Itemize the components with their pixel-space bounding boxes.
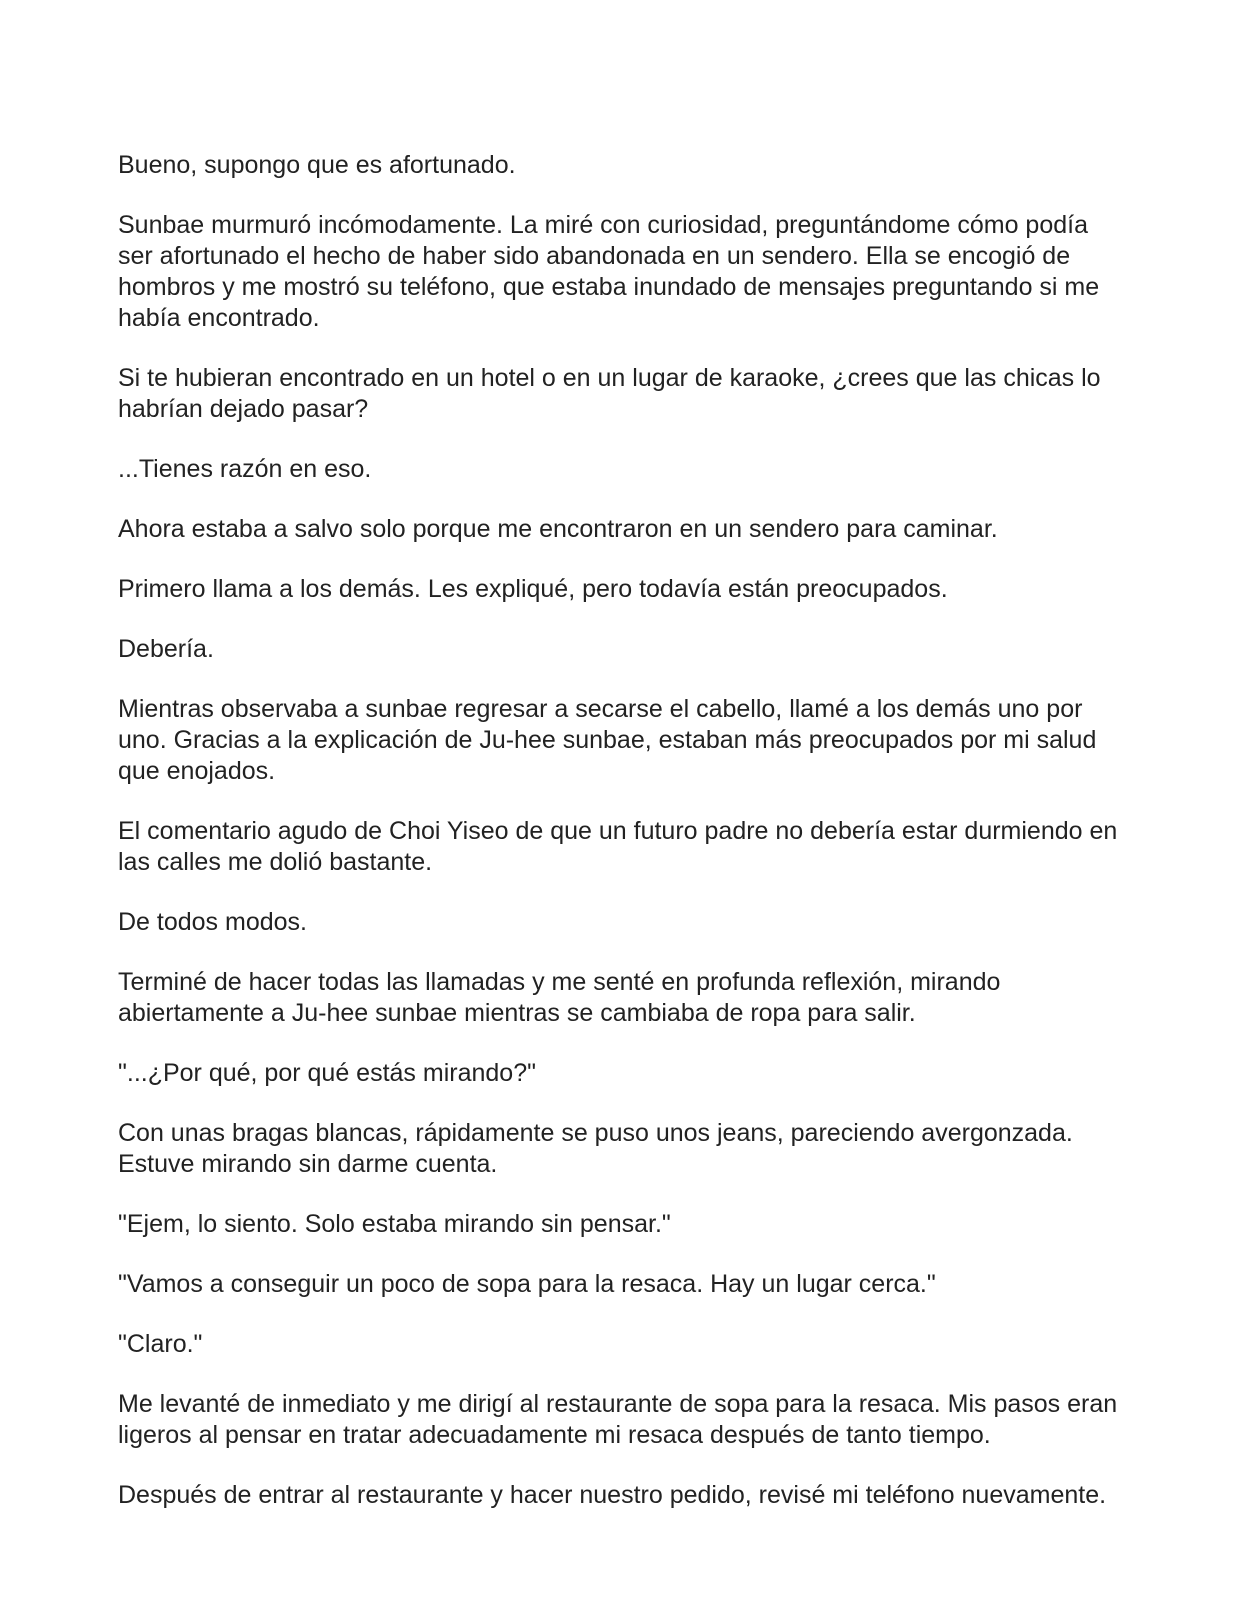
document-body xyxy=(118,150,1128,1540)
paragraph-14: "Ejem, lo siento. Solo estaba mirando sin pensar." xyxy=(118,1210,671,1238)
paragraph-10: De todos modos. xyxy=(118,908,307,936)
paragraph-18: Después de entrar al restaurante y hacer nuestro pedido, revisé mi teléfono nuevamente. xyxy=(118,1481,1107,1509)
paragraph-8: Mientras observaba a sunbae regresar a secarse el cabello, llamé a los demás uno por uno. Gracias a la explicación de Ju-hee sunbae, estaban más preocupados por mi salud que enojados. xyxy=(118,695,1097,785)
paragraph-16: "Claro." xyxy=(118,1330,203,1358)
paragraph-7: Debería. xyxy=(118,635,214,663)
paragraph-4: ...Tienes razón en eso. xyxy=(118,455,372,483)
paragraph-17: Me levanté de inmediato y me dirigí al restaurante de sopa para la resaca. Mis pasos eran ligeros al pensar en tratar adecuadamente mi resaca después de tanto tiempo. xyxy=(118,1390,1118,1449)
paragraph-1: Bueno, supongo que es afortunado. xyxy=(118,151,516,179)
paragraph-11: Terminé de hacer todas las llamadas y me senté en profunda reflexión, mirando abiertamente a Ju-hee sunbae mientras se cambiaba de ropa para salir. xyxy=(118,968,1001,1027)
paragraph-6: Primero llama a los demás. Les expliqué, pero todavía están preocupados. xyxy=(118,575,948,603)
paragraph-13: Con unas bragas blancas, rápidamente se puso unos jeans, pareciendo avergonzada. Estuve mirando sin darme cuenta. xyxy=(118,1119,1073,1178)
paragraph-5: Ahora estaba a salvo solo porque me encontraron en un sendero para caminar. xyxy=(118,515,998,543)
paragraph-9: El comentario agudo de Choi Yiseo de que un futuro padre no debería estar durmiendo en las calles me dolió bastante. xyxy=(118,817,1118,876)
paragraph-15: "Vamos a conseguir un poco de sopa para la resaca. Hay un lugar cerca." xyxy=(118,1270,936,1298)
paragraph-2: Sunbae murmuró incómodamente. La miré con curiosidad, preguntándome cómo podía ser afortunado el hecho de haber sido abandonada en un sendero. Ella se encogió de hombros y me mostró su teléfono, que estaba inundado de mensajes preguntando si me había encontrado. xyxy=(118,211,1100,332)
paragraph-12: "...¿Por qué, por qué estás mirando?" xyxy=(118,1059,536,1087)
paragraph-3: Si te hubieran encontrado en un hotel o en un lugar de karaoke, ¿crees que las chicas lo habrían dejado pasar? xyxy=(118,364,1101,423)
